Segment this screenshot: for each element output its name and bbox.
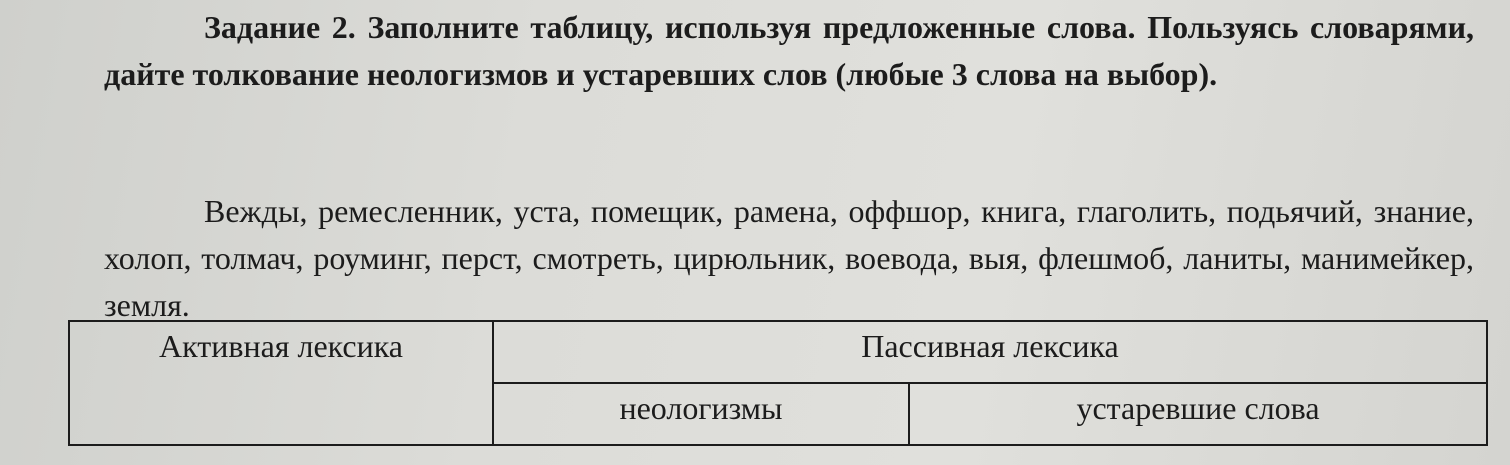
lexicon-table [68, 320, 1488, 446]
archaisms-header: устаревшие слова [909, 383, 1487, 445]
passive-lexicon-header: Пассивная лексика [493, 321, 1487, 383]
word-list: Вежды, ремесленник, уста, помещик, рамена, оффшор, книга, глаголить, подьячий, знание, холоп, толмач, роуминг, перст, смотреть, цирюльник, воевода, выя, флешмоб, ланиты, манимейкер, земля. [104, 193, 1474, 323]
task-instruction [104, 4, 1474, 98]
active-lexicon-header: Активная лексика [69, 321, 493, 445]
table-header-row [69, 321, 1487, 383]
word-list-paragraph [104, 188, 1474, 329]
neologisms-header: неологизмы [493, 383, 909, 445]
task-text: Задание 2. Заполните таблицу, используя предложенные слова. Пользуясь словарями, дайте толкование неологизмов и устаревших слов (любые 3 слова на выбор). [104, 9, 1474, 92]
